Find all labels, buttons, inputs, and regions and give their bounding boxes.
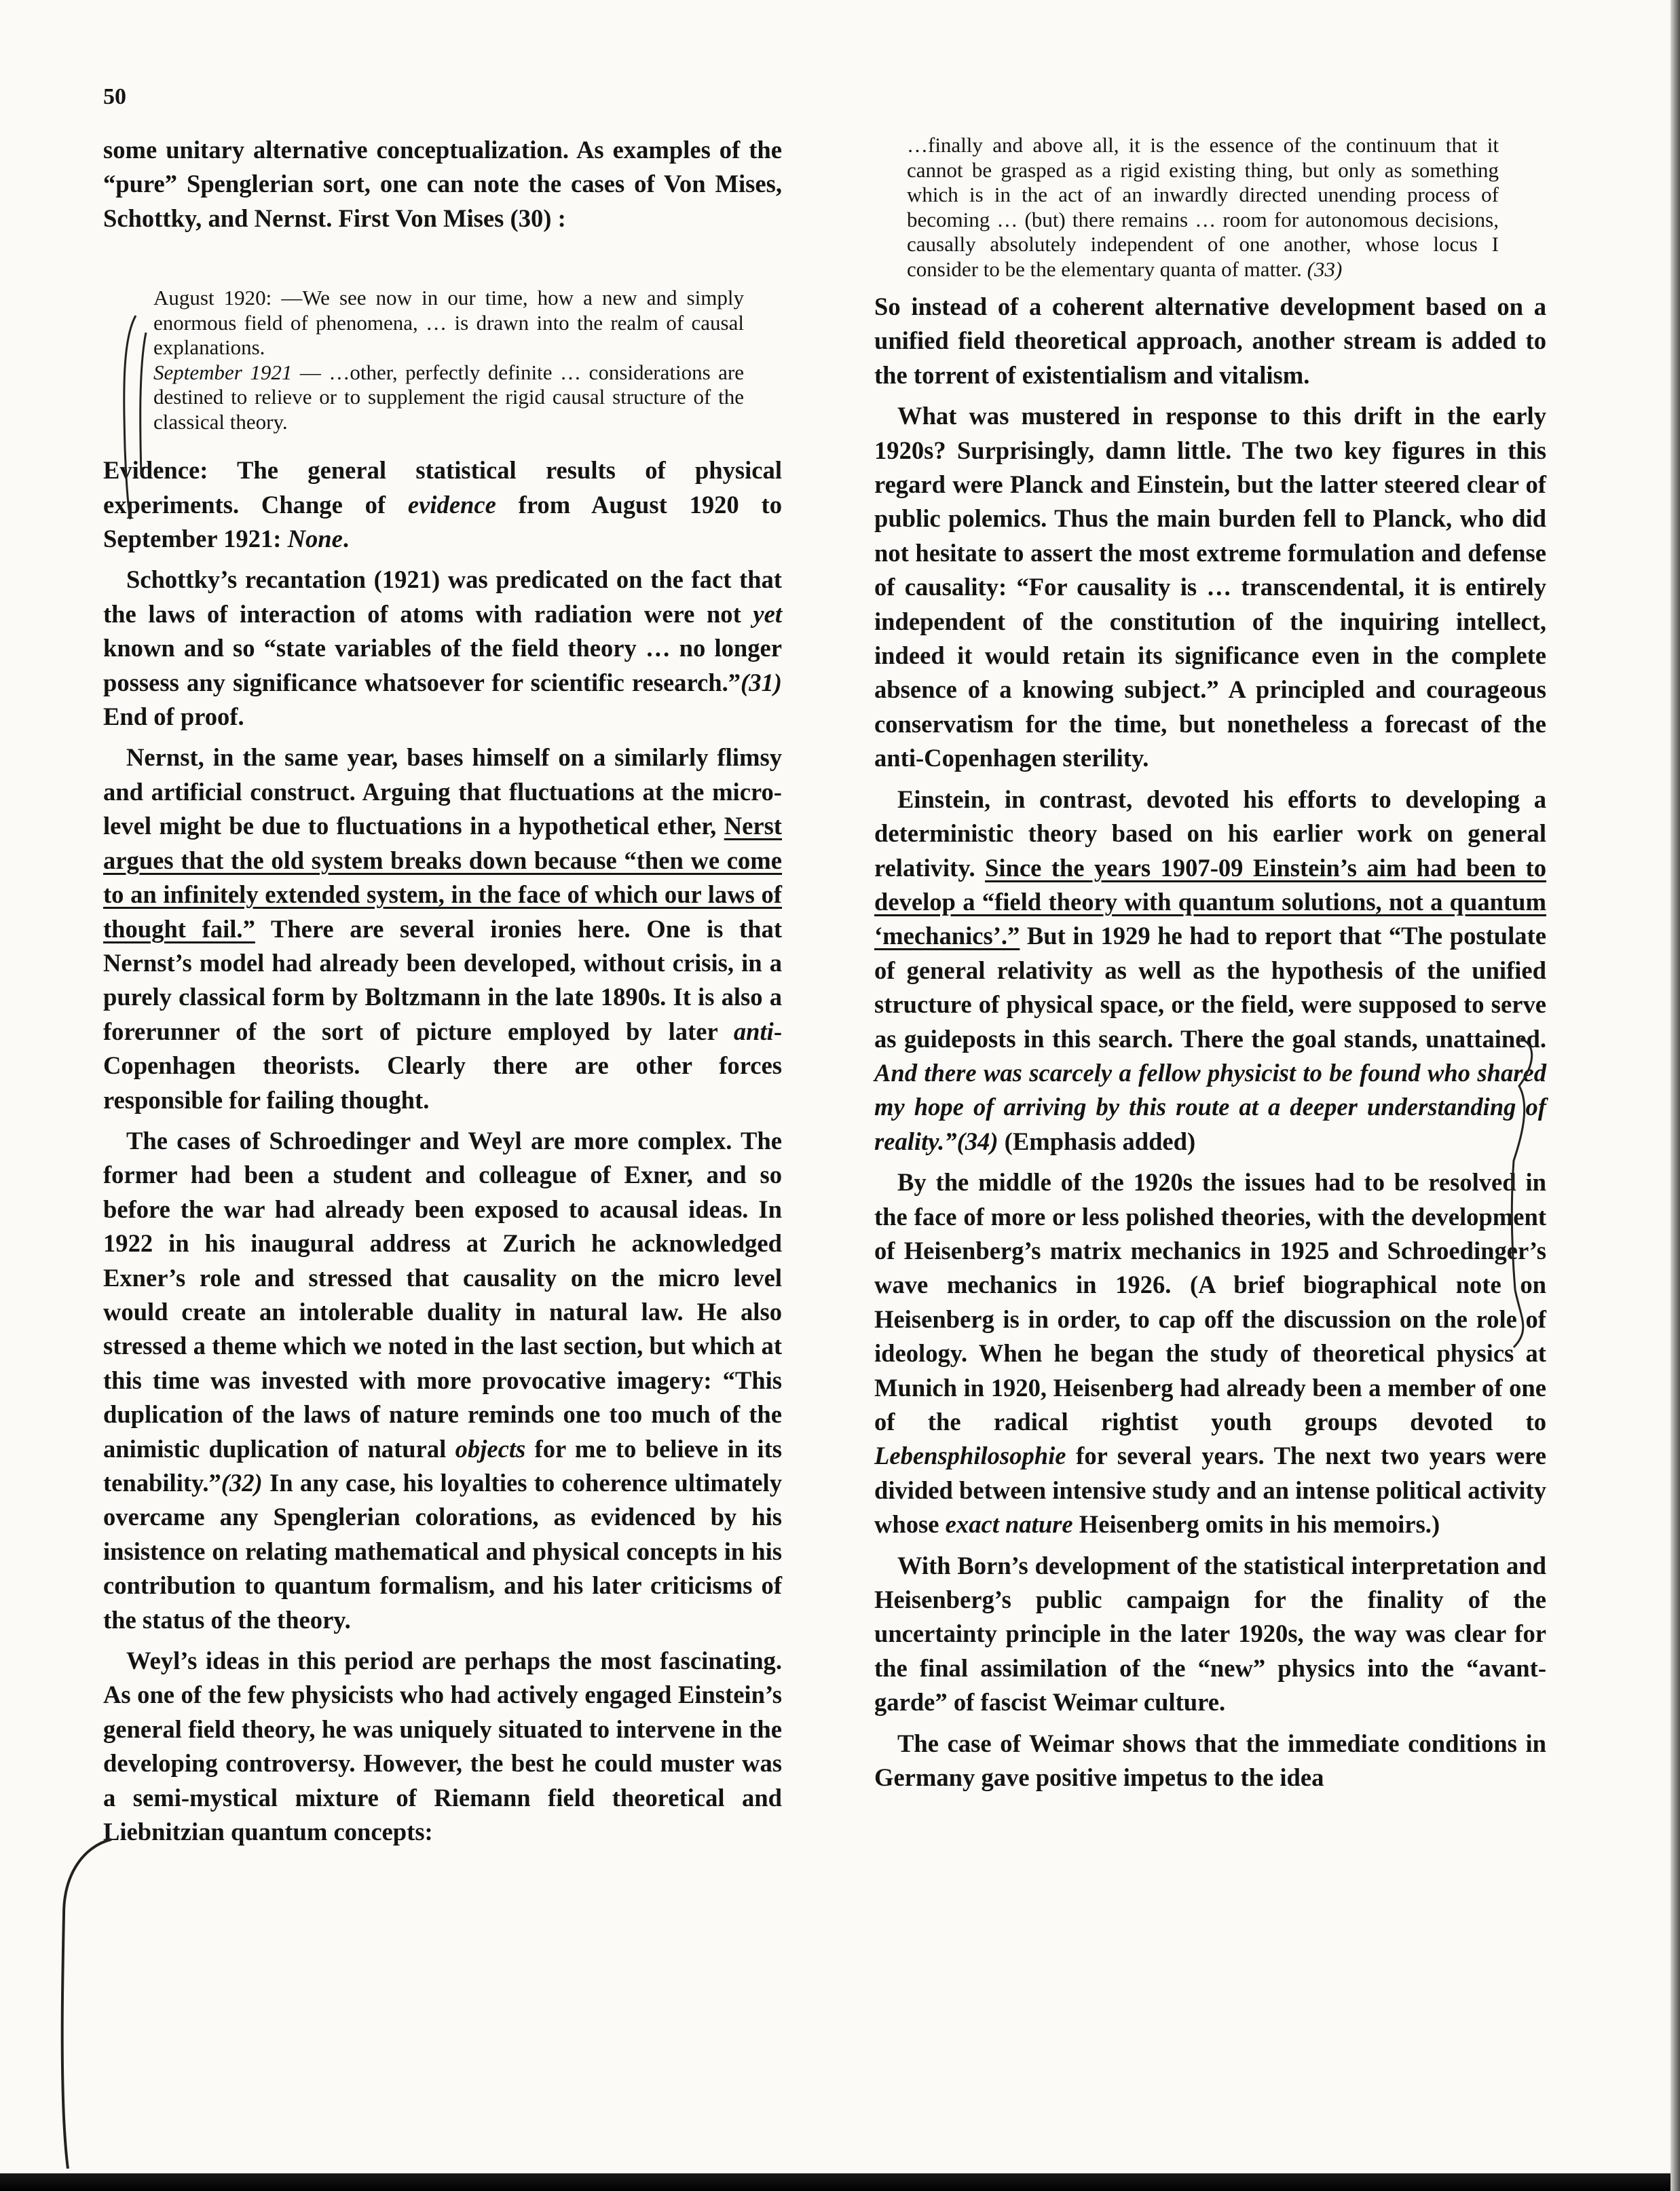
paragraph	[103, 741, 782, 1117]
paragraph: With Born’s development of the statistical interpretation and Heisenberg’s public campaign for the finality of the uncertainty principle in the later 1920s, the way was clear for the final assimilation of the “new” physics into the “avant-garde” of fascist Weimar culture.	[874, 1551, 1546, 1717]
text: Nernst, in the same year, bases himself on a similarly flimsy and artificial construct. Arguing that fluctuations at the micro-level might be due to fluctuations in a hypothetical ether,	[103, 743, 782, 840]
emphasis: exact nature	[945, 1510, 1073, 1539]
paragraph	[874, 1727, 1546, 1795]
text: -Copenhagen theorists. Clearly there are other forces responsible for failing thought.	[103, 1017, 782, 1114]
quote-date: September 1921	[153, 360, 293, 384]
paragraph	[103, 563, 782, 734]
quote-text: — …other, perfectly definite … considerations are destined to relieve or to supplement the rigid causal structure of the classical theory.	[153, 360, 744, 434]
text: Schottky’s recantation (1921) was predicated on the fact that the laws of interaction of atoms with radiation were not	[103, 565, 782, 628]
emphasis: And there was scarcely a fellow physicist to be found who shared my hope of arriving by this route at a deeper understanding of reality.”	[874, 1058, 1546, 1155]
reference: (32)	[221, 1469, 263, 1497]
handwritten-bracket-weyl	[43, 1833, 118, 2172]
text: There are several ironies here. One is that Nernst’s model had already been developed, without crisis, in a purely classical form by Boltzmann in the late 1890s. It is also a forerunner of the sort of picture employed by later	[103, 914, 782, 1045]
text: (Emphasis added)	[998, 1127, 1196, 1155]
text: In any case, his loyalties to coherence ultimately overcame any Spenglerian colorations, as evidenced by his insistence on relating mathematical and physical concepts in his contribution to quantum formalism, and his later criticisms of the status of the theory.	[103, 1469, 782, 1634]
quote-text: …finally and above all, it is the essence of the continuum that it cannot be grasped as a rigid existing thing, but only as something which is in the act of an inwardly directed unending process of becoming … (but) there remains … room for autonomous decisions, causally absolutely independent of one another, whose locus I consider to be the elementary quanta of matter.	[907, 133, 1499, 281]
text: The case of Weimar shows that the immediate conditions in Germany gave positive impetus to the	[874, 1729, 1546, 1792]
emphasis: evidence	[407, 490, 496, 519]
scan-edge-right	[1670, 0, 1680, 2191]
block-quote-von-mises	[153, 286, 744, 434]
text: for me to believe in its tenability.”	[103, 1434, 782, 1497]
text: By the middle of the 1920s the issues had to be resolved in the face of more or less polished theories, with the development of Heisenberg’s matrix mechanics in 1925 and Schroedinger’s wave mechanics in 1926. (A brief biographical note on Heisenberg is in order, to cap off the discussion on the role of ideology. When he began the study of theoretical physics at Munich in 1920, Heisenberg had already been a member of one of the radical rightist youth groups devoted to	[874, 1168, 1546, 1436]
block-quote-weyl	[907, 133, 1499, 282]
text: But in 1929 he had to report that “The postulate of general relativity as well as the hypothesis of the unified structure of physical space, or the field, were supposed to serve as guideposts in this search. There the goal stands, unattained.	[874, 922, 1546, 1053]
underlined-text: Since the years 1907-09 Einstein’s aim had been to develop a “field theory with quantum solutions, not a quantum ‘mechanics’.”	[874, 853, 1547, 950]
left-column	[103, 133, 782, 1849]
paragraph	[874, 1165, 1546, 1541]
text: Einstein, in contrast, devoted his efforts to developing a deterministic theory based on his earlier work on general relativity.	[874, 785, 1546, 882]
underlined-text: Nerst argues that the old system breaks down because “then we come to an infinitely extended system, in the face of which our laws of thought fail.”	[103, 812, 782, 943]
text: End of proof.	[103, 703, 244, 731]
paragraph	[103, 453, 782, 556]
paragraph: What was mustered in response to this drift in the early 1920s? Surprisingly, damn little. The two key figures in this regard were Planck and Einstein, but the latter steered clear of public polemics. Thus the main burden fell to Planck, who did not hesitate to assert the most extreme formulation and defense of causality: “For causality is … transcendental, it is entirely independent of the constitution of the inquiring intellect, indeed it would retain its significance even in the complete absence of a knowing subject.” A principled and courageous conservatism for the time, but nonetheless a forecast of the anti-Copenhagen sterility.	[874, 402, 1546, 772]
emphasis: None	[287, 525, 343, 553]
paragraph	[103, 1124, 782, 1637]
text: .	[342, 525, 350, 553]
text: Evidence: The general statistical results of physical experiments. Change of	[103, 456, 782, 519]
emphasis: Lebensphilosophie	[874, 1442, 1066, 1470]
reference: (34)	[956, 1127, 998, 1155]
text: from August 1920 to September 1921:	[103, 490, 782, 553]
scan-edge-bottom	[0, 2173, 1680, 2191]
emphasis: objects	[455, 1434, 526, 1463]
quote-line	[153, 360, 744, 435]
emphasis: anti	[733, 1017, 774, 1045]
paragraph: So instead of a coherent alternative development based on a unified field theoretical approach, another stream is added to the torrent of existentialism and vitalism.	[874, 293, 1546, 389]
page-number: 50	[103, 84, 126, 109]
paragraph: some unitary alternative conceptualization. As examples of the “pure” Spenglerian sort, one can note the cases of Von Mises, Schottky, and Nernst. First Von Mises (30) :	[103, 136, 782, 232]
text: known and so “state variables of the field theory … no longer possess any significance whatsoever for scientific research.”	[103, 634, 782, 696]
paragraph	[874, 783, 1546, 1159]
reference: (31)	[741, 668, 782, 696]
text: for several years. The next two years were divided between intensive study and an intense political activity whose	[874, 1442, 1546, 1539]
text: The cases of Schroedinger and Weyl are more complex. The former had been a student and colleague of Exner, and so before the war had already been exposed to acausal ideas. In 1922 in his inaugural address at Zurich he acknowledged Exner’s role and stressed that causality on the micro level would create an intolerable duality in natural law. He also stressed a theme which we noted in the last section, but which at this time was invested with more provocative imagery: “This duplication of the laws of nature reminds one too much of the animistic duplication of natural	[103, 1126, 782, 1463]
right-column	[874, 133, 1546, 1795]
paragraph: Weyl’s ideas in this period are perhaps the most fascinating. As one of the few physicists who had actively engaged Einstein’s general field theory, he was uniquely situated to intervene in the developing controversy. However, the best he could muster was a semi-mystical mixture of Riemann field theoretical and Liebnitzian quantum concepts:	[103, 1647, 782, 1846]
emphasis: yet	[753, 599, 782, 628]
text: Heisenberg omits in his memoirs.)	[1072, 1510, 1440, 1539]
bold-text: idea	[1280, 1763, 1324, 1792]
reference: (33)	[1301, 257, 1343, 281]
quote-line: August 1920: —We see now in our time, how a new and simply enormous field of phenomena, … is drawn into the realm of causal explanations.	[153, 286, 744, 360]
